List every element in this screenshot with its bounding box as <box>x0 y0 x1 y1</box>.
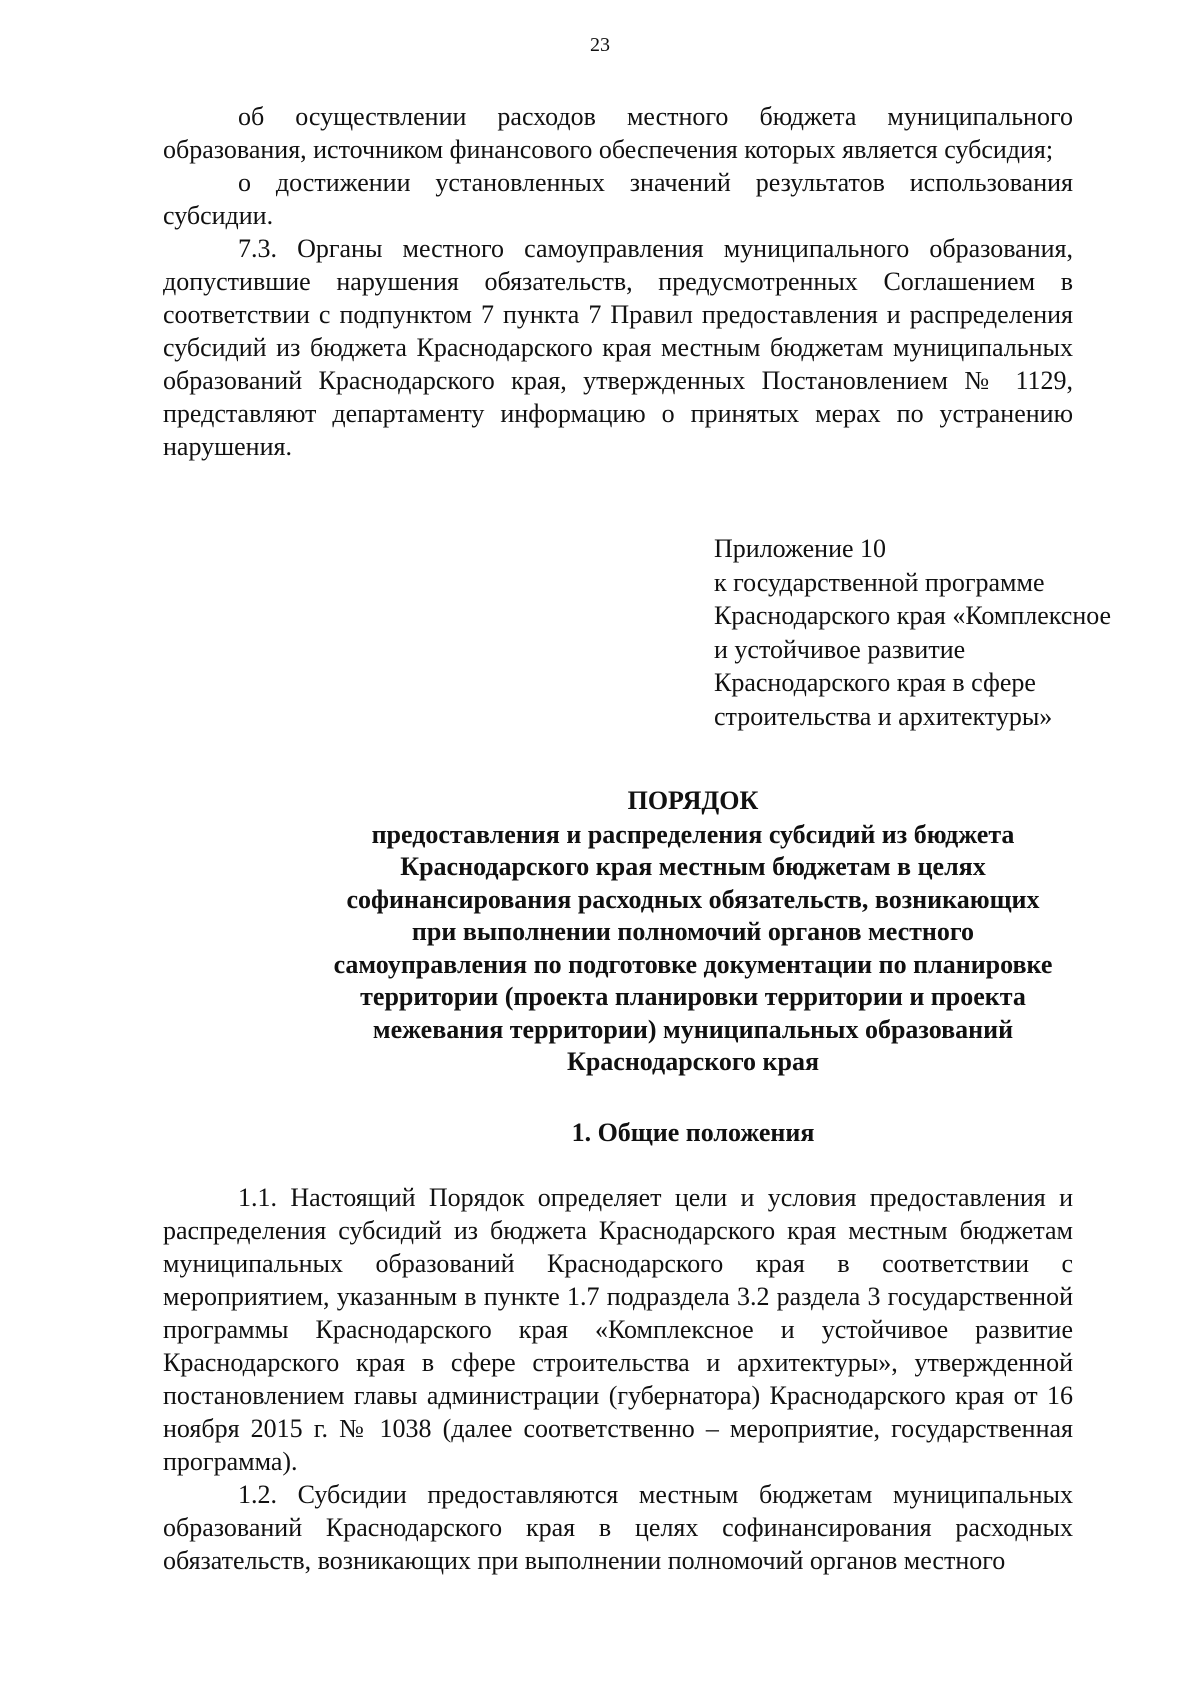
title-line: самоуправления по подготовке документации по планировке <box>333 949 1053 979</box>
paragraph-results: о достижении установленных значений результатов использования субсидии. <box>163 168 1073 230</box>
appendix-line: Приложение 10 <box>714 534 887 563</box>
page-number: 23 <box>590 34 610 56</box>
appendix-block <box>714 532 1154 733</box>
title-line: территории (проекта планировки территории и проекта <box>360 982 1026 1011</box>
appendix-line: Краснодарского края в сфере <box>714 668 1036 697</box>
title-line: Краснодарского края <box>566 1047 820 1076</box>
appendix-line: и устойчивое развитие <box>714 634 966 664</box>
top-text-block <box>163 100 1073 463</box>
section-heading: 1. Общие положения <box>571 1118 815 1147</box>
paragraph-7-3: 7.3. Органы местного самоуправления муниципального образования, допустившие нарушения обязательств, предусмотренных Соглашением в соответствии с подпунктом 7 пункта 7 Правил предоставления и распределения субсидий из бюджета Краснодарского края местным бюджетам муниципальных образований Краснодарского края, утвержденных Постановлением № 1129, представляют департаменту информацию о принятых мерах по устранению нарушения. <box>163 234 1073 461</box>
section-text-block <box>163 1181 1073 1577</box>
appendix-line: строительства и архитектуры» <box>714 701 1053 731</box>
title-main: ПОРЯДОК <box>627 786 759 815</box>
title-line: Краснодарского края местным бюджетам в целях <box>400 852 986 881</box>
appendix-line: к государственной программе <box>714 567 1045 597</box>
paragraph-1-2: 1.2. Субсидии предоставляются местным бюджетам муниципальных образований Краснодарского края в целях софинансирования расходных обязательств, возникающих при выполнении полномочий органов местного <box>163 1480 1073 1575</box>
paragraph-1-1: 1.1. Настоящий Порядок определяет цели и условия предоставления и распределения субсидий из бюджета Краснодарского края местным бюджетам муниципальных образований Краснодарского края в соответствии с мероприятием, указанным в пункте 1.7 подраздела 3.2 раздела 3 государственной программы Краснодарского края «Комплексное и устойчивое развитие Краснодарского края в сфере строительства и архитектуры», утвержденной постановлением главы администрации (губернатора) Краснодарского края от 16 ноября 2015 г. № 1038 (далее соответственно – мероприятие, государственная программа). <box>163 1183 1073 1476</box>
title-line: софинансирования расходных обязательств, возникающих <box>346 884 1040 914</box>
appendix-line: Краснодарского края «Комплексное <box>714 601 1112 630</box>
title-line: предоставления и распределения субсидий из бюджета <box>371 819 1015 849</box>
document-title <box>163 785 1200 1079</box>
paragraph-expenditures: об осуществлении расходов местного бюджета муниципального образования, источником финансового обеспечения которых является субсидия; <box>163 102 1073 164</box>
title-line: при выполнении полномочий органов местного <box>411 917 975 946</box>
title-line: межевания территории) муниципальных образований <box>372 1014 1014 1044</box>
